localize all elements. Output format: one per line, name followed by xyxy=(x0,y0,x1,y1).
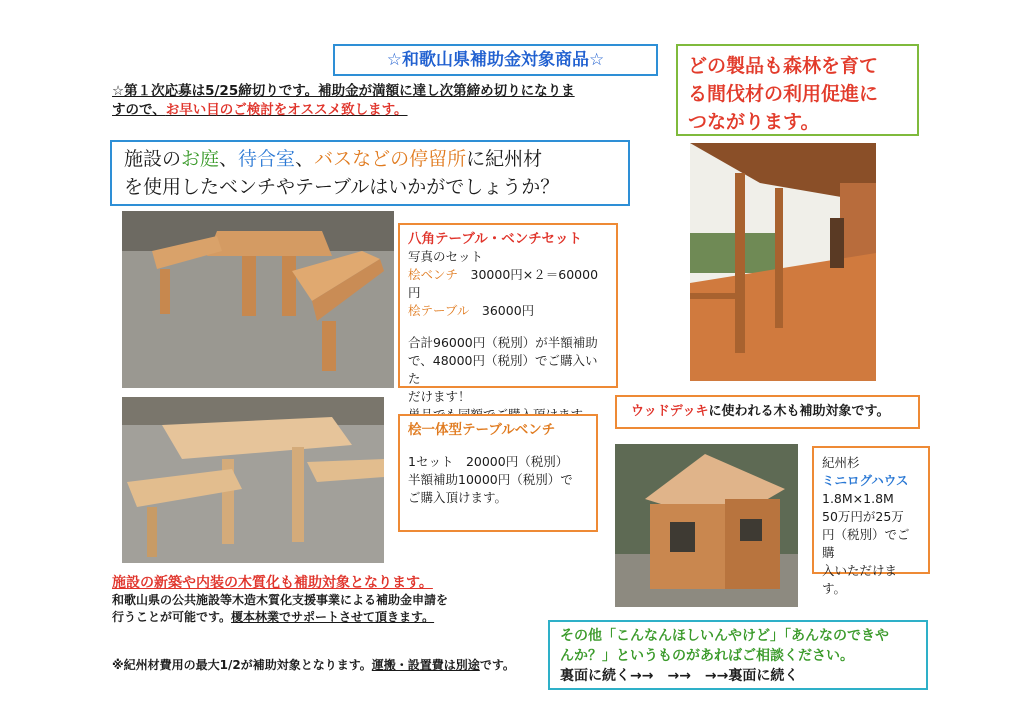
deck-rest: に使われる木も補助対象です。 xyxy=(708,404,890,419)
picnic-line-2: 半額補助10000円（税別）で xyxy=(408,472,573,487)
log-house-line-5: 円（税別）でご購 xyxy=(822,527,910,560)
q-g: に紀州材 xyxy=(466,148,543,170)
octagon-heading: 八角テーブル・ベンチセット xyxy=(408,231,583,247)
wood-deck-photo xyxy=(690,143,876,381)
forest-line-3: つながります。 xyxy=(688,111,820,133)
log-house-name: ミニログハウス xyxy=(822,473,909,488)
picnic-table-photo xyxy=(122,397,384,563)
renovation-line-2a: 行うことが可能です。 xyxy=(112,610,232,624)
total-line-1: 合計96000円（税別）が半額補助 xyxy=(408,335,598,350)
q-a: 施設の xyxy=(124,148,182,170)
notice-line-2 xyxy=(112,101,672,120)
q-e: 、 xyxy=(295,148,315,170)
consultation-box xyxy=(548,620,928,690)
total-line-3: だけます！ xyxy=(408,389,471,404)
consult-line-1: その他「こんなんほしいんやけど」「あんなのできや xyxy=(560,628,889,644)
octagon-set-label: 写真のセット xyxy=(408,249,484,264)
q-garden: お庭 xyxy=(181,148,220,170)
bench-price-row xyxy=(408,266,608,302)
footnote-b: 運搬・設置費は別途 xyxy=(371,658,480,672)
continue-back-side: 裏面に続く→→ →→ →→裏面に続く xyxy=(560,668,799,684)
log-house-line-6: 入いただけます。 xyxy=(822,563,898,596)
log-house-callout xyxy=(812,446,930,596)
renovation-line-1: 和歌山県の公共施設等木造木質化支援事業による補助金申請を xyxy=(112,593,449,607)
picnic-callout xyxy=(398,414,598,532)
footnote-c: です。 xyxy=(479,658,515,672)
table-label: 桧テーブル xyxy=(408,303,470,318)
table-price: 36000円 xyxy=(481,303,535,318)
picnic-line-1: 1セット 20000円（税別） xyxy=(408,454,569,469)
q-waiting-room: 待合室 xyxy=(238,148,296,170)
footnote xyxy=(112,657,542,674)
renovation-support: 榎本林業でサポートさせて頂きます。 xyxy=(231,610,435,624)
forest-line-2: る間伐材の利用促進に xyxy=(688,83,879,105)
forest-line-1: どの製品も森林を育て xyxy=(688,55,879,77)
bench-label: 桧ベンチ xyxy=(408,267,459,282)
octagon-set-callout xyxy=(398,223,618,404)
picnic-line-3: ご購入頂けます。 xyxy=(408,490,508,505)
log-house-line-1: 紀州杉 xyxy=(822,455,860,470)
consult-line-2: んか？」というものがあればご相談ください。 xyxy=(560,648,854,664)
picnic-heading: 桧一体型テーブルベンチ xyxy=(408,422,556,438)
forest-message xyxy=(676,44,919,136)
total-line-2: で、48000円（税別）でご購入いた xyxy=(408,353,598,386)
question-line-1 xyxy=(124,145,616,173)
log-house-line-4: 50万円が25万 xyxy=(822,509,904,524)
q-c: 、 xyxy=(219,148,239,170)
table-price-row xyxy=(408,302,608,320)
q-bus-stop: バスなどの停留所 xyxy=(314,148,467,170)
log-house-photo xyxy=(615,444,798,607)
renovation-section xyxy=(112,575,572,626)
question-line-2: を使用したベンチやテーブルはいかがでしょうか？ xyxy=(124,176,560,198)
log-house-size: 1.8M×1.8M xyxy=(822,491,894,506)
renovation-line-2 xyxy=(112,609,572,626)
notice-part-2: すので、 xyxy=(112,102,166,118)
notice-recommend: お早い目のご検討をオススメ致します。 xyxy=(165,102,408,118)
deck-word: ウッドデッキ xyxy=(631,404,709,419)
footnote-a: ※紀州材費用の最大1/2が補助対象となります。 xyxy=(112,658,372,672)
deck-caption xyxy=(615,395,920,429)
page-title: ☆和歌山県補助金対象商品☆ xyxy=(333,44,658,76)
notice-line-1: ☆第１次応募は5/25締切りです。補助金が満額に達し次第締め切りになりま xyxy=(112,83,575,99)
deadline-notice xyxy=(112,82,672,120)
question-box xyxy=(110,140,630,206)
bench-price: 30000円×２＝60000円 xyxy=(408,267,599,300)
octagon-set-photo xyxy=(122,211,394,388)
renovation-heading: 施設の新築や内装の木質化も補助対象となります。 xyxy=(112,575,433,591)
